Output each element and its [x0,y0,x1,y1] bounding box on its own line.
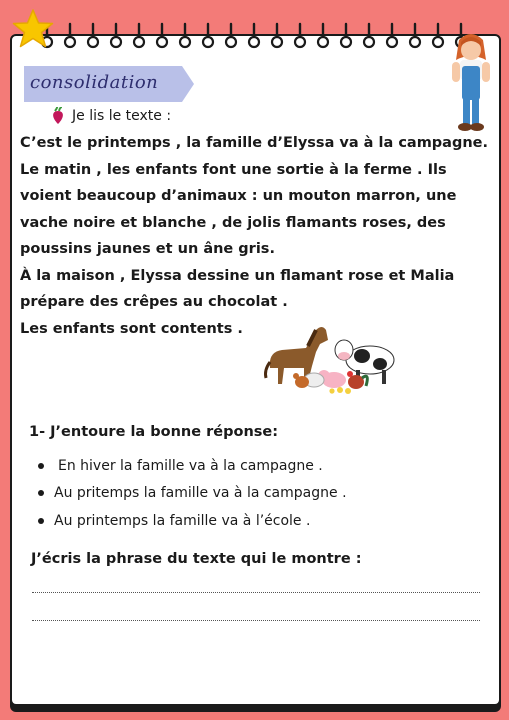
spiral-ring [318,24,328,47]
answer-option[interactable] [38,452,347,480]
question-1-title: 1- J’entoure la bonne réponse: [29,424,279,440]
spiral-ring [387,24,397,47]
answer-option-text: Au pritemps la famille va à la campagne . [54,485,347,502]
bullet-icon [38,490,44,496]
spiral-ring [111,24,121,47]
banner-label: consolidation [30,72,159,93]
spiral-ring [364,24,374,47]
reading-text [20,130,490,342]
spiral-ring [180,24,190,47]
intro-text: Je lis le texte : [72,108,172,124]
reading-instruction [50,107,171,125]
answer-option-text: En hiver la famille va à la campagne . [58,457,323,474]
answer-options [38,452,347,535]
answer-option-text: Au printemps la famille va à l’école . [54,512,311,529]
consolidation-banner [24,66,194,102]
answer-option[interactable] [38,480,347,508]
paragraph-3: Les enfants sont contents . [20,320,243,337]
answer-line[interactable] [32,592,480,593]
spiral-ring [341,24,351,47]
star-icon [12,8,54,50]
paragraph-2: À la maison , Elyssa dessine un flamant rose et Malia prépare des crêpes au chocolat . [20,267,455,310]
paragraph-1: C’est le printemps , la famille d’Elyssa va à la campagne. Le matin , les enfants font une sortie à la ferme . Ils voient beaucoup d’animaux : un mouton marron, une vache noire et blanche , de jolis flamants roses, des poussins jaunes et un âne gris. [20,135,489,257]
spiral-ring [226,24,236,47]
beet-icon [50,107,66,125]
answer-option[interactable] [38,507,347,535]
spiral-ring [249,24,259,47]
spiral-ring [88,24,98,47]
farmer-girl-illustration [446,30,496,132]
spiral-ring [295,24,305,47]
spiral-ring [157,24,167,47]
answer-line[interactable] [32,620,480,621]
spiral-ring [433,24,443,47]
bullet-icon [38,518,44,524]
spiral-binding [40,22,470,52]
farm-animals-illustration [262,322,398,396]
bullet-icon [38,463,44,469]
spiral-ring [65,24,75,47]
spiral-ring [410,24,420,47]
question-2-title: J’écris la phrase du texte qui le montre : [31,551,362,567]
spiral-ring [272,24,282,47]
spiral-ring [203,24,213,47]
spiral-ring [134,24,144,47]
